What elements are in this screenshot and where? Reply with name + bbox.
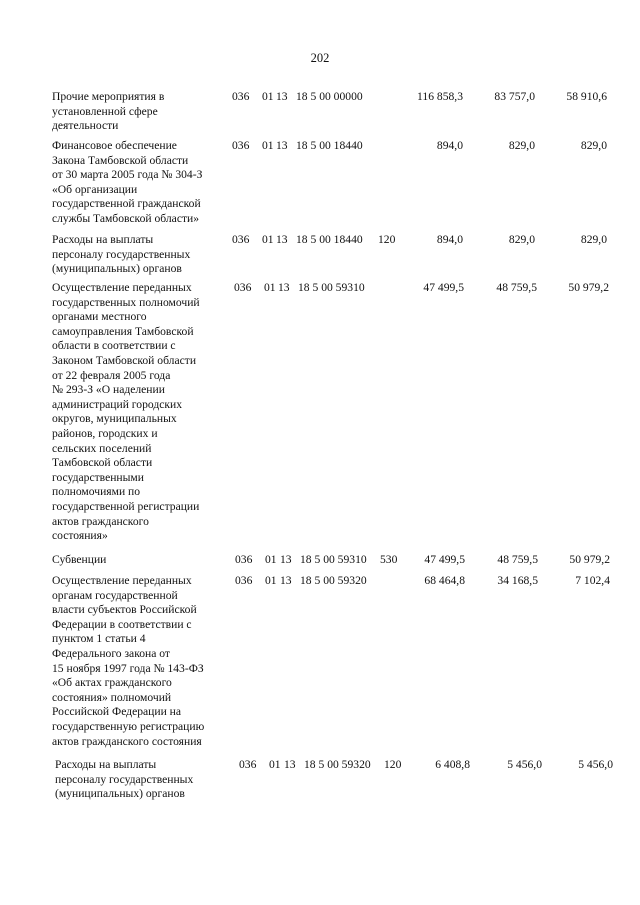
ministry-code: 036 <box>235 574 253 587</box>
expense-type-code: 120 <box>384 758 402 771</box>
value-year-1: 6 408,8 <box>435 758 470 771</box>
value-year-1: 894,0 <box>436 233 463 246</box>
value-year-1: 47 499,5 <box>424 553 465 566</box>
value-year-1: 68 464,8 <box>424 574 465 587</box>
section-code: 01 <box>265 574 277 587</box>
ministry-code: 036 <box>239 758 257 771</box>
row-description: Расходы на выплаты персоналу государственных (муниципальных) органов <box>55 758 194 801</box>
value-year-2: 829,0 <box>508 139 535 152</box>
subsection-code: 13 <box>278 281 290 294</box>
value-year-3: 50 979,2 <box>568 281 609 294</box>
row-description: Осуществление переданных органам государственной власти субъектов Российской Федерации в соответствии с пунктом 1 статьи 4 Федерального закона от 15 ноября 1997 года № 143-ФЗ «Об актах гражданского состояния» полномочий Российской Федерации на государственную регистрацию актов гражданского состояния <box>52 574 205 748</box>
ministry-code: 036 <box>232 139 250 152</box>
value-year-3: 58 910,6 <box>566 90 607 103</box>
value-year-3: 50 979,2 <box>569 553 610 566</box>
page-number: 202 <box>310 51 330 65</box>
target-article-code: 18 5 00 18440 <box>296 139 363 152</box>
row-description: Расходы на выплаты персоналу государственных (муниципальных) органов <box>52 233 191 276</box>
expense-type-code: 530 <box>380 553 398 566</box>
value-year-1: 894,0 <box>436 139 463 152</box>
target-article-code: 18 5 00 59320 <box>304 758 371 771</box>
section-code: 01 <box>262 90 274 103</box>
ministry-code: 036 <box>232 90 250 103</box>
section-code: 01 <box>262 233 274 246</box>
value-year-2: 48 759,5 <box>496 281 537 294</box>
value-year-3: 829,0 <box>580 233 607 246</box>
subsection-code: 13 <box>276 233 288 246</box>
value-year-2: 829,0 <box>508 233 535 246</box>
ministry-code: 036 <box>235 553 253 566</box>
value-year-1: 47 499,5 <box>423 281 464 294</box>
target-article-code: 18 5 00 59320 <box>300 574 367 587</box>
subsection-code: 13 <box>276 139 288 152</box>
subsection-code: 13 <box>276 90 288 103</box>
ministry-code: 036 <box>234 281 252 294</box>
value-year-1: 116 858,3 <box>417 90 463 103</box>
target-article-code: 18 5 00 18440 <box>296 233 363 246</box>
section-code: 01 <box>269 758 281 771</box>
expense-type-code: 120 <box>378 233 396 246</box>
section-code: 01 <box>265 553 277 566</box>
subsection-code: 13 <box>280 574 292 587</box>
value-year-2: 48 759,5 <box>497 553 538 566</box>
ministry-code: 036 <box>232 233 250 246</box>
row-description: Прочие мероприятия в установленной сфере деятельности <box>52 90 165 133</box>
row-description: Осуществление переданных государственных полномочий органами местного самоуправления Тамбовской области в соответствии с Законом Тамбовской области от 22 февраля 2005 года № 293-З «О наделении администраций городских округов, муниципальных районов, городских и сельских поселений Тамбовской области государственными полномочиями по государственной регистрации актов гражданского состояния» <box>52 281 200 543</box>
target-article-code: 18 5 00 00000 <box>296 90 363 103</box>
subsection-code: 13 <box>280 553 292 566</box>
row-description: Финансовое обеспечение Закона Тамбовской области от 30 марта 2005 года № 304-З «Об организации государственной гражданской службы Тамбовской области» <box>52 139 203 225</box>
value-year-3: 829,0 <box>580 139 607 152</box>
subsection-code: 13 <box>284 758 296 771</box>
section-code: 01 <box>264 281 276 294</box>
row-description: Субвенции <box>52 553 107 566</box>
value-year-2: 5 456,0 <box>507 758 542 771</box>
value-year-3: 5 456,0 <box>578 758 613 771</box>
value-year-2: 34 168,5 <box>497 574 538 587</box>
target-article-code: 18 5 00 59310 <box>300 553 367 566</box>
target-article-code: 18 5 00 59310 <box>298 281 365 294</box>
section-code: 01 <box>262 139 274 152</box>
value-year-3: 7 102,4 <box>575 574 610 587</box>
value-year-2: 83 757,0 <box>494 90 535 103</box>
